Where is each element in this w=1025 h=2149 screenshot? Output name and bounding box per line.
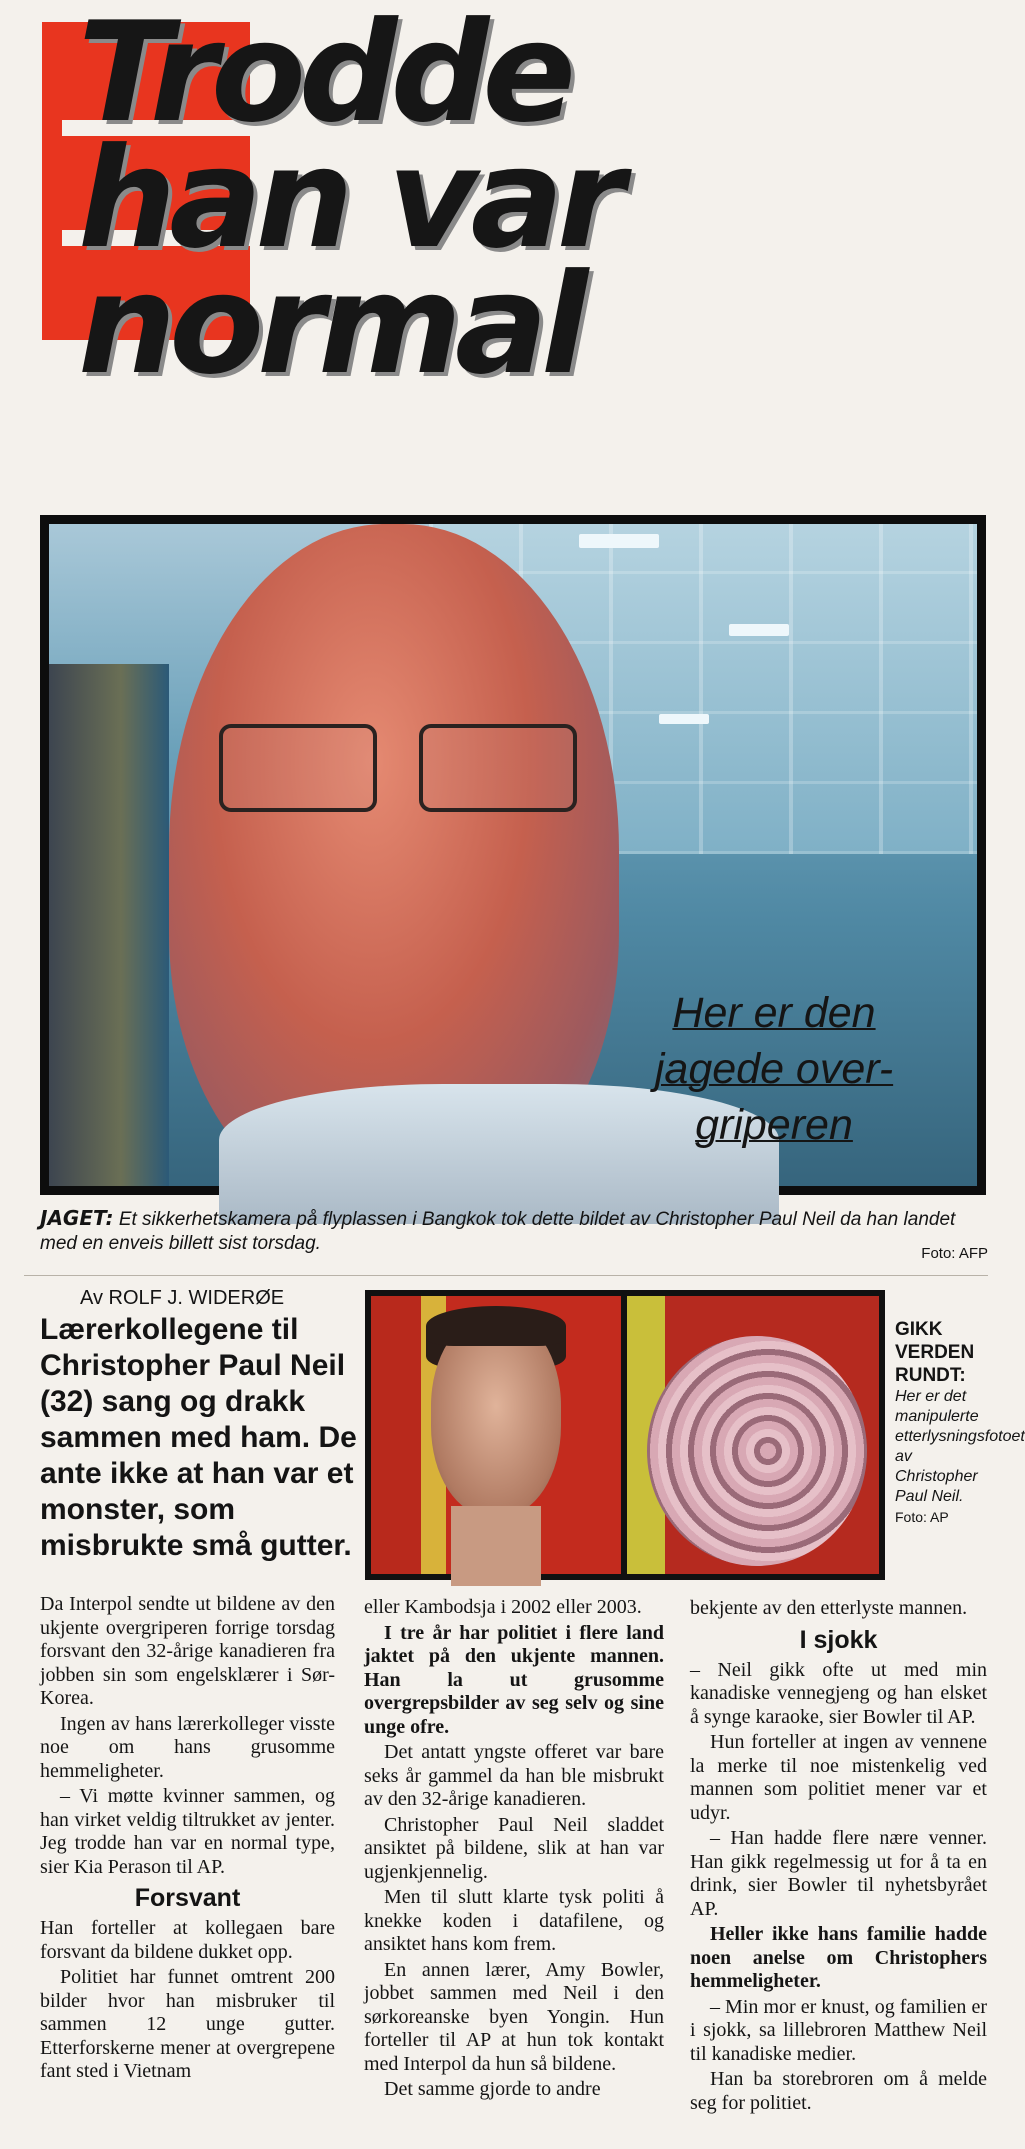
- paragraph: Christopher Paul Neil sladdet ansiktet på bildene, slik at han var ugjenkjennelig.: [364, 1813, 664, 1883]
- swirl-icon: [647, 1336, 867, 1566]
- glasses-icon: [219, 724, 579, 814]
- paragraph: Det samme gjorde to andre: [384, 2078, 601, 2100]
- headline-line-1: Trodde: [78, 0, 569, 153]
- paragraph: En annen lærer, Amy Bowler, jobbet sammen med Neil i den sørkoreanske byen Yongin. Hun forteller til AP at hun tok kontakt med Interpol da hun så bildene.: [364, 1958, 664, 2075]
- column-1: [40, 1593, 335, 2086]
- subheading-i-sjokk: I sjokk: [799, 1625, 878, 1654]
- subheading-forsvant: Forsvant: [134, 1884, 241, 1912]
- caption-label: JAGET:: [40, 1206, 114, 1230]
- side-caption-text: Her er det manipulerte etterlysningsfotoet av Christopher Paul Neil.: [895, 1388, 1025, 1505]
- paragraph: Da Interpol sendte ut bildene av den ukjente overgriperen forrige torsdag forsvant den 32-årige kanadieren fra jobben sin som engelsklærer i Sør-Korea.: [40, 1593, 335, 1709]
- paragraph: eller Kambodsja i 2002 eller 2003.: [364, 1596, 642, 1618]
- photo-caption: [40, 1206, 990, 1256]
- paragraph: bekjente av den etterlyste mannen.: [690, 1597, 968, 1619]
- paragraph: – Han hadde flere nære venner. Han gikk regelmessig ut for å ta en drink, sier Bowler til nyhetsbyrået AP.: [690, 1827, 987, 1920]
- paragraph: Han forteller at kollegaen bare forsvant da bildene dukket opp.: [40, 1917, 335, 1963]
- paragraph: Hun forteller at ingen av vennene la merke til noe mistenkelig ved mannen som politiet mener var et udyr.: [690, 1731, 987, 1824]
- paragraph-bold: I tre år har politiet i flere land jaktet på den ukjente mannen. Han la ut grusomme overgrepsbilder av seg selv og sine unge ofre.: [364, 1621, 664, 1738]
- paragraph: – Neil gikk ofte ut med min kanadiske vennegjeng og han elsket å synge karaoke, sier Bowler til AP.: [690, 1658, 987, 1728]
- headline: [78, 0, 993, 405]
- paragraph-bold: Heller ikke hans familie hadde noen anelse om Christophers hemmeligheter.: [690, 1923, 987, 1992]
- swirl-photo: [627, 1296, 879, 1574]
- paragraph: – Min mor er knust, og familien er i sjokk, sa lillebroren Matthew Neil til kanadiske medier.: [690, 1995, 987, 2065]
- small-photos: [365, 1290, 885, 1580]
- column-2: [364, 1596, 664, 2104]
- photo-overlay-caption: [614, 985, 934, 1153]
- side-caption: [895, 1318, 1025, 1527]
- paragraph: Ingen av hans lærerkolleger visste noe om hans grusomme hemmeligheter.: [40, 1712, 335, 1782]
- byline: Av ROLF J. WIDERØE: [80, 1287, 285, 1309]
- overlay-line-3: griperen: [695, 1101, 853, 1149]
- paragraph: Men til slutt klarte tysk politi å knekke koden i datafilene, og ansiktet hans kom frem.: [364, 1886, 664, 1955]
- paragraph: Det antatt yngste offeret var bare seks år gammel da han ble misbrukt av den 32-årige kanadieren.: [364, 1741, 664, 1810]
- side-caption-credit: Foto: AP: [895, 1509, 949, 1525]
- airport-background-left: [49, 664, 169, 1186]
- photo-credit: Foto: AFP: [921, 1245, 988, 1262]
- suspect-face-small: [431, 1316, 561, 1516]
- paragraph: Han ba storebroren om å melde seg for politiet.: [690, 2068, 987, 2114]
- headline-line-3: normal: [78, 244, 582, 405]
- main-photo: [40, 515, 986, 1195]
- overlay-line-1: Her er den: [672, 989, 876, 1037]
- intro-text: Lærerkollegene til Christopher Paul Neil (32) sang og drakk sammen med ham. De ante ikke at han var et monster, som misbrukte små gutter.: [40, 1313, 357, 1562]
- side-caption-title: GIKK VERDEN RUNDT:: [895, 1319, 975, 1386]
- column-3: [690, 1597, 987, 2117]
- unscrambled-photo: [371, 1296, 621, 1574]
- caption-text: Et sikkerhetskamera på flyplassen i Bangkok tok dette bildet av Christopher Paul Neil da han landet med en enveis billett sist torsdag.: [40, 1209, 956, 1254]
- divider: [24, 1275, 988, 1276]
- paragraph: – Vi møtte kvinner sammen, og han virket veldig tiltrukket av jenter. Jeg trodde han var en normal type, sier Kia Perason til AP.: [40, 1785, 335, 1878]
- headline-line-2: han var: [78, 118, 618, 279]
- paragraph: Politiet har funnet omtrent 200 bilder hvor han misbruker til sammen 12 unge gutter. Etterforskerne mener at overgrepene fant sted i Vietnam: [40, 1966, 335, 2082]
- overlay-line-2: jagede over-: [654, 1045, 894, 1093]
